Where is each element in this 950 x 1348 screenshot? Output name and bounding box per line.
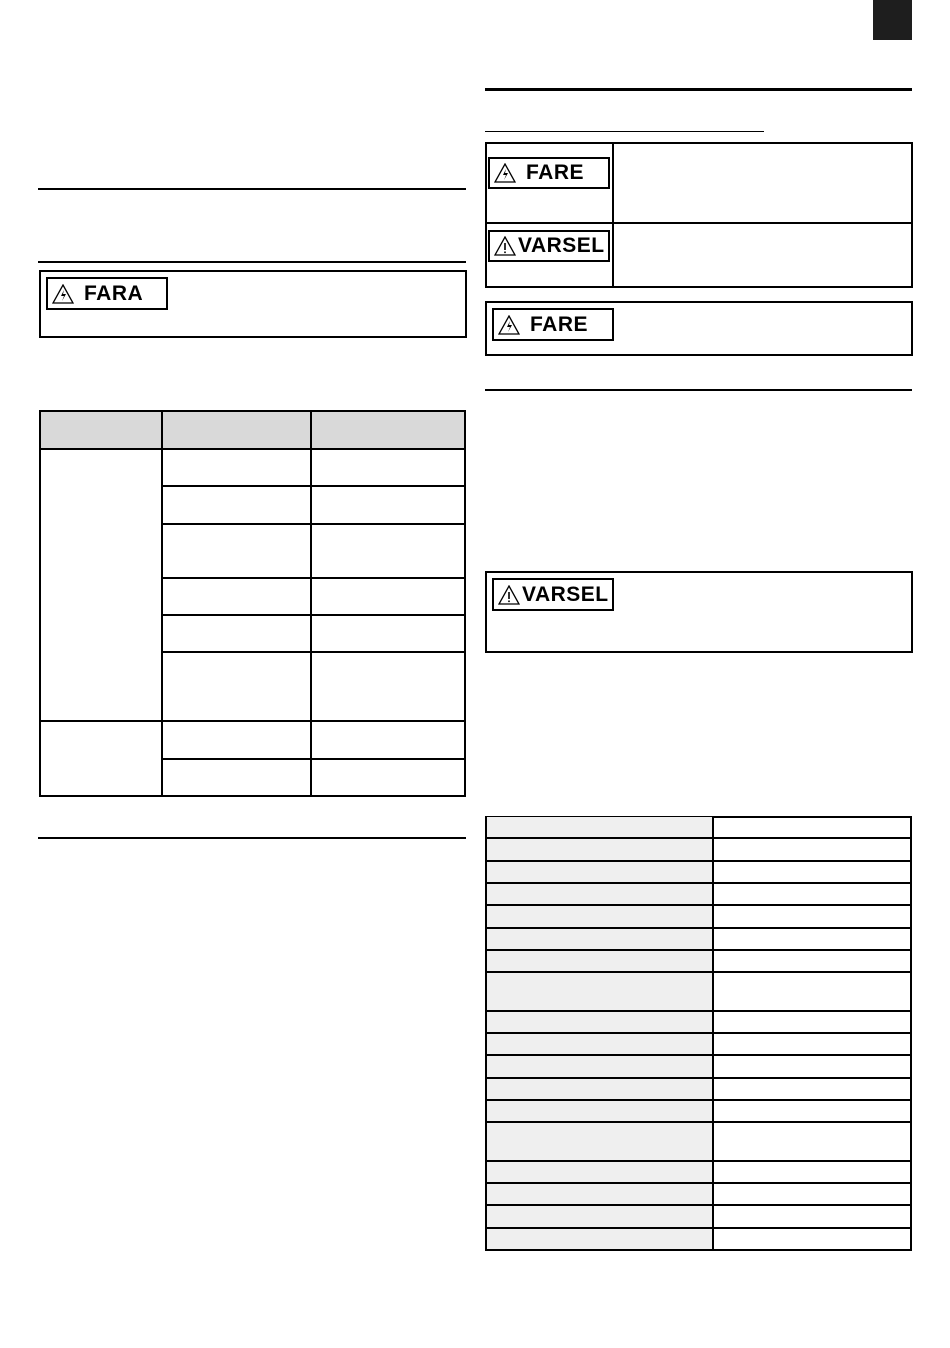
technical-data-label-cell	[486, 1122, 713, 1161]
table-header-cell	[162, 411, 311, 449]
table-cell	[162, 486, 311, 524]
warning-badge	[488, 230, 610, 262]
danger-warning-box	[39, 270, 467, 338]
table-group-cell	[40, 449, 162, 721]
technical-data-label-cell	[486, 972, 713, 1011]
table-cell	[311, 449, 465, 486]
technical-data-value-cell	[713, 905, 911, 928]
section-rule	[38, 261, 466, 263]
caution-warning-box	[485, 571, 913, 653]
technical-data-value-cell	[713, 1183, 911, 1205]
technical-data-label-cell	[486, 1055, 713, 1078]
technical-data-label-cell	[486, 838, 713, 861]
table-cell	[311, 578, 465, 615]
technical-data-value-cell	[713, 1078, 911, 1100]
symbol-table-divider	[485, 222, 913, 224]
technical-data-value-cell	[713, 950, 911, 972]
table-header-cell	[40, 411, 162, 449]
table-cell	[311, 615, 465, 652]
technical-data-label-cell	[486, 1011, 713, 1033]
technical-data-label-cell	[486, 1100, 713, 1122]
table-cell	[311, 721, 465, 759]
technical-data-label-cell	[486, 883, 713, 905]
table-cell	[162, 721, 311, 759]
table-cell	[311, 524, 465, 578]
technical-data-value-cell	[713, 816, 911, 838]
section-rule	[485, 389, 912, 391]
caution-triangle-icon	[494, 236, 516, 256]
danger-label: FARE	[530, 312, 589, 336]
corner-page-tab	[873, 0, 912, 40]
technical-data-label-cell	[486, 1078, 713, 1100]
danger-badge	[488, 157, 610, 189]
electric-hazard-triangle-icon	[494, 163, 516, 183]
table-cell	[162, 449, 311, 486]
technical-data-label-cell	[486, 905, 713, 928]
technical-data-value-cell	[713, 928, 911, 950]
chapter-rule	[485, 88, 912, 91]
technical-data-label-cell	[486, 1205, 713, 1228]
table-cell	[162, 759, 311, 796]
danger-label: FARE	[526, 161, 585, 184]
table-cell	[162, 578, 311, 615]
table-cell	[311, 486, 465, 524]
technical-data-value-cell	[713, 1033, 911, 1055]
technical-data-label-cell	[486, 950, 713, 972]
technical-data-value-cell	[713, 861, 911, 883]
technical-data-label-cell	[486, 1033, 713, 1055]
technical-data-value-cell	[713, 1011, 911, 1033]
table-header-cell	[311, 411, 465, 449]
caution-triangle-icon	[498, 585, 520, 605]
technical-data-label-cell	[486, 816, 713, 838]
technical-data-value-cell	[713, 972, 911, 1011]
section-rule	[38, 837, 466, 839]
table-group-cell	[40, 721, 162, 796]
technical-data-value-cell	[713, 883, 911, 905]
table-cell	[162, 652, 311, 721]
electric-hazard-triangle-icon	[52, 284, 74, 304]
subheading-underline	[485, 131, 764, 132]
technical-data-label-cell	[486, 1183, 713, 1205]
danger-badge	[492, 308, 614, 341]
technical-data-value-cell	[713, 838, 911, 861]
technical-data-value-cell	[713, 1122, 911, 1161]
technical-data-value-cell	[713, 1161, 911, 1183]
warning-label: VARSEL	[522, 582, 609, 606]
electric-hazard-triangle-icon	[498, 315, 520, 335]
danger-warning-box	[485, 301, 913, 356]
technical-data-value-cell	[713, 1205, 911, 1228]
table-cell	[162, 615, 311, 652]
warning-badge	[492, 578, 614, 611]
technical-data-value-cell	[713, 1100, 911, 1122]
technical-data-label-cell	[486, 1228, 713, 1250]
technical-data-label-cell	[486, 1161, 713, 1183]
section-rule	[38, 188, 466, 190]
warning-label: VARSEL	[518, 234, 605, 257]
table-cell	[311, 759, 465, 796]
technical-data-label-cell	[486, 861, 713, 883]
table-cell	[311, 652, 465, 721]
danger-badge	[46, 277, 168, 310]
table-cell	[162, 524, 311, 578]
danger-label: FARA	[84, 281, 144, 305]
technical-data-value-cell	[713, 1055, 911, 1078]
symbol-table-divider	[612, 142, 614, 288]
technical-data-label-cell	[486, 928, 713, 950]
technical-data-value-cell	[713, 1228, 911, 1250]
